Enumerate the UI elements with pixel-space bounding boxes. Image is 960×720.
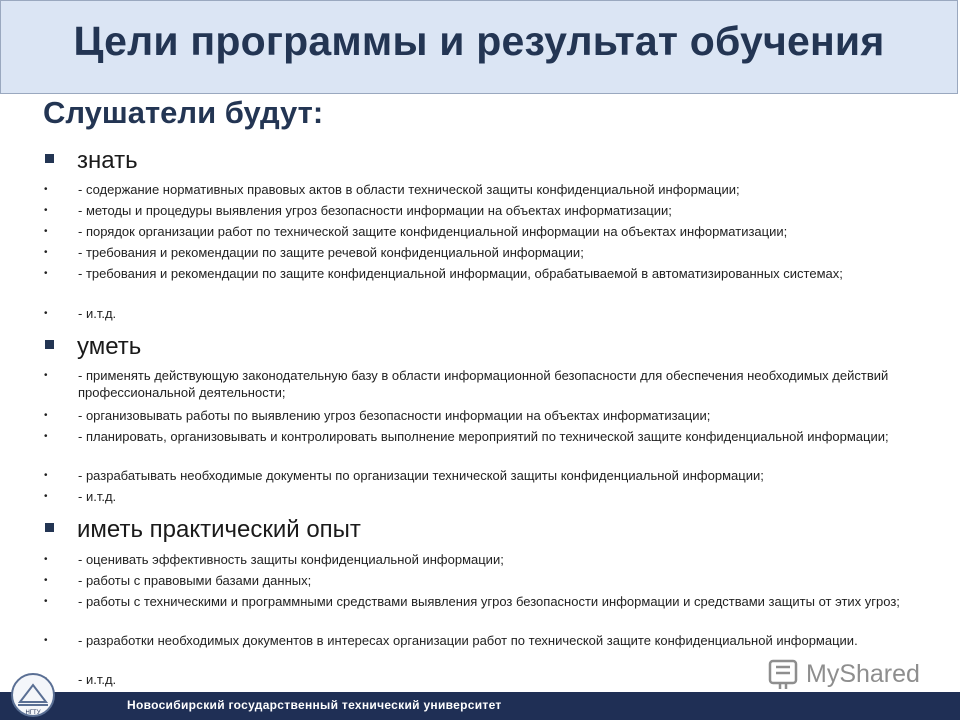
bullet-icon: • [44,205,48,216]
square-bullet-icon [45,154,54,163]
square-bullet-icon [45,340,54,349]
bullet-icon: • [44,470,48,481]
bullet-icon: • [44,491,48,502]
section-heading-experience: иметь практический опыт [45,516,361,544]
bullet-icon: • [44,247,48,258]
bullet-icon: • [44,575,48,586]
square-bullet-icon [45,523,54,532]
subtitle: Слушатели будут: [43,95,324,130]
section-heading-can: уметь [45,333,141,361]
bullet-icon: • [44,596,48,607]
bullet-icon: • [44,184,48,195]
bullet-icon: • [44,431,48,442]
bullet-icon: • [44,226,48,237]
bullet-icon: • [44,635,48,646]
bullet-icon: • [44,308,48,319]
university-logo-icon [8,672,58,718]
watermark-text: MyShared [806,660,920,688]
section-heading-know: знать [45,147,138,175]
bullet-icon: • [44,370,48,381]
title-bar [0,0,958,94]
slide-title: Цели программы и результат обучения [73,18,885,64]
bullet-icon: • [44,554,48,565]
footer-text: Новосибирский государственный технический университет [127,698,502,712]
bullet-icon: • [44,268,48,279]
bullet-icon: • [44,410,48,421]
logo-text: НГТУ [25,710,41,716]
footer-bar [0,692,960,720]
